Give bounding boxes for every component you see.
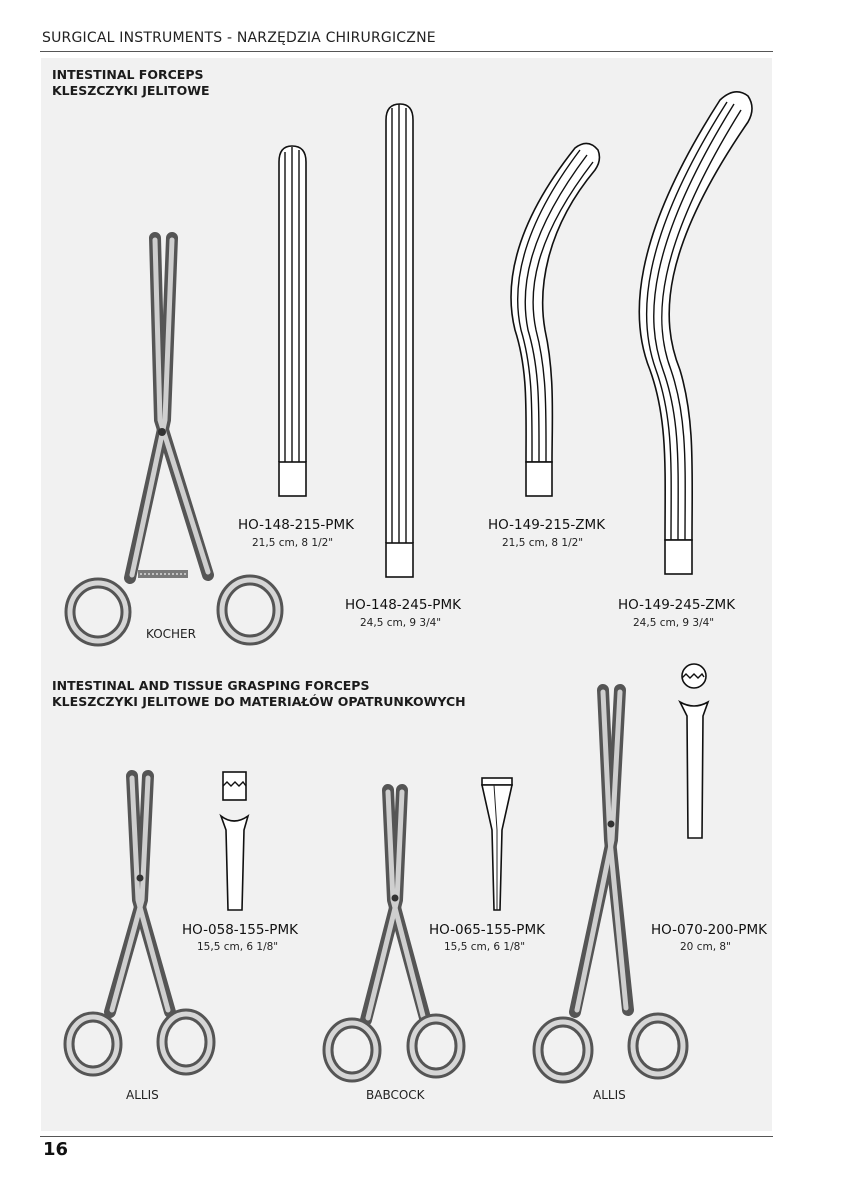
instrument-name: BABCOCK: [366, 1088, 425, 1102]
product-code: HO-148-245-PMK: [345, 597, 461, 613]
page-number: 16: [43, 1139, 69, 1160]
product-size: 24,5 cm, 9 3/4": [360, 617, 442, 629]
instrument-name: ALLIS: [126, 1088, 159, 1102]
product-code: HO-070-200-PMK: [651, 922, 767, 938]
product-code: HO-149-215-ZMK: [488, 517, 606, 533]
section-title-en: INTESTINAL FORCEPS: [52, 67, 204, 82]
product-size: 20 cm, 8": [680, 941, 731, 953]
instrument-name: ALLIS: [593, 1088, 626, 1102]
page-header-title: SURGICAL INSTRUMENTS - NARZĘDZIA CHIRURGICZNE: [42, 30, 436, 46]
section-title-pl: KLESZCZYKI JELITOWE DO MATERIAŁÓW OPATRUNKOWYCH: [52, 694, 466, 709]
product-code: HO-149-245-ZMK: [618, 597, 736, 613]
content-panel: [41, 58, 772, 1131]
instrument-name: KOCHER: [146, 627, 196, 641]
section-title-pl: KLESZCZYKI JELITOWE: [52, 83, 210, 98]
product-size: 21,5 cm, 8 1/2": [502, 537, 584, 549]
product-size: 24,5 cm, 9 3/4": [633, 617, 715, 629]
footer-rule: [40, 1136, 773, 1137]
product-code: HO-058-155-PMK: [182, 922, 298, 938]
product-code: HO-065-155-PMK: [429, 922, 545, 938]
product-size: 15,5 cm, 6 1/8": [444, 941, 526, 953]
section-title-en: INTESTINAL AND TISSUE GRASPING FORCEPS: [52, 678, 370, 693]
product-code: HO-148-215-PMK: [238, 517, 354, 533]
product-size: 15,5 cm, 6 1/8": [197, 941, 279, 953]
header-rule: [40, 51, 773, 52]
product-size: 21,5 cm, 8 1/2": [252, 537, 334, 549]
